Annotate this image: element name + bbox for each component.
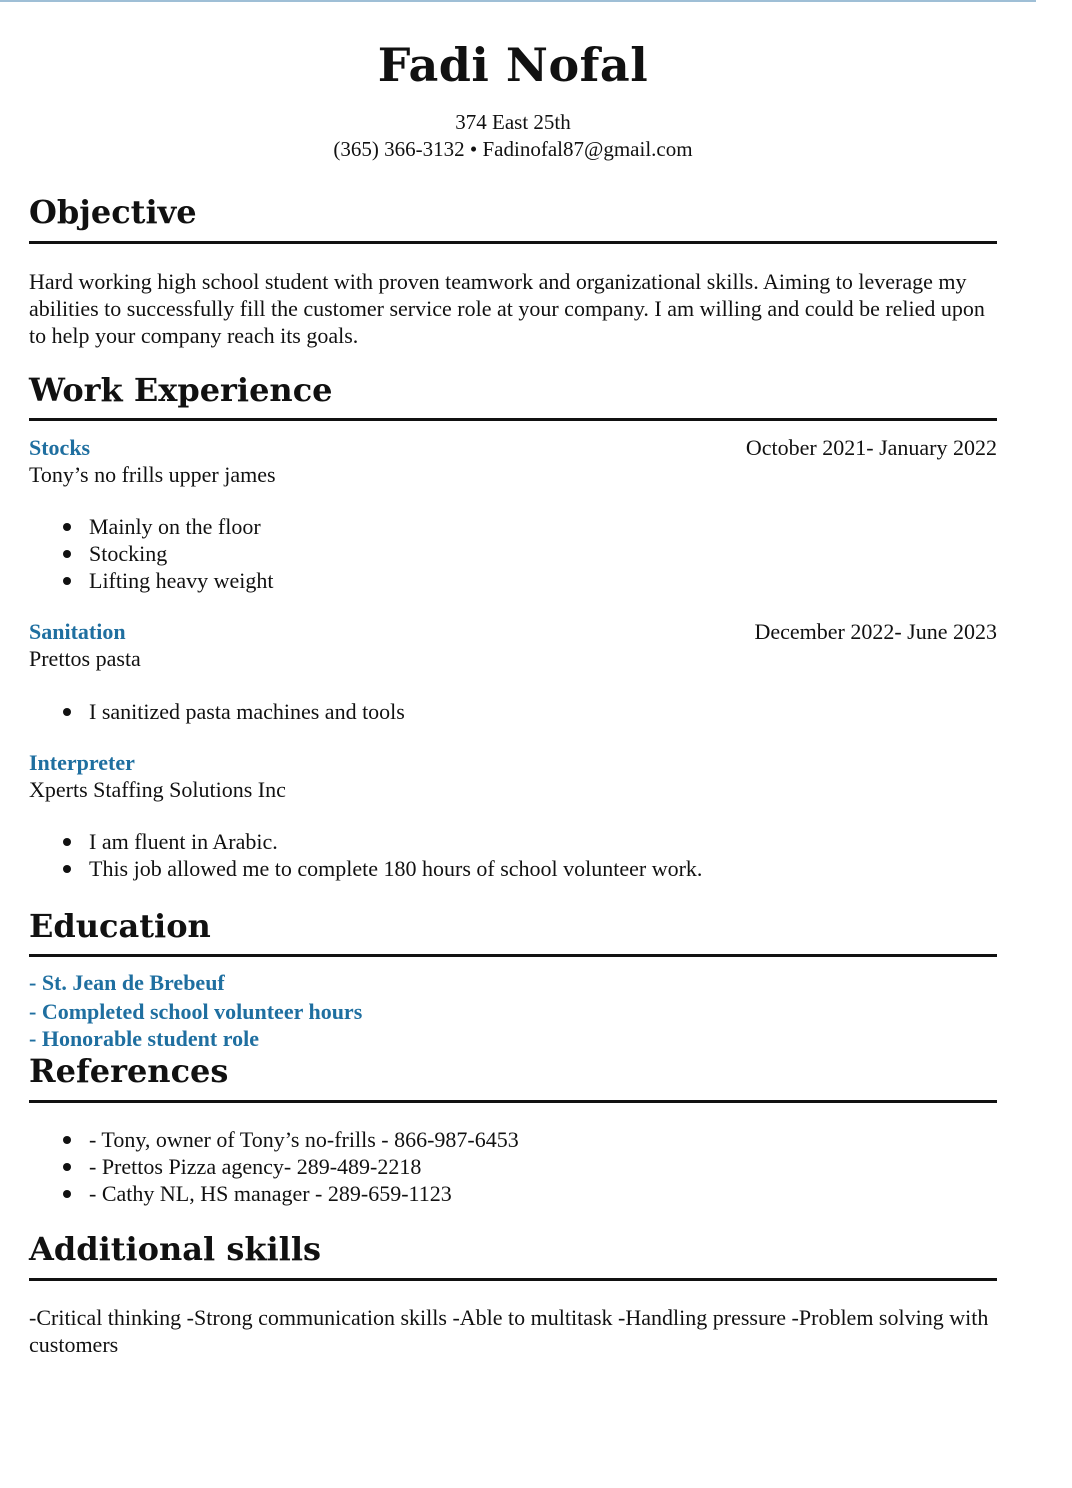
job-title-sanitation: Sanitation (29, 619, 126, 644)
references-list (29, 1126, 519, 1207)
work-experience-heading: Work Experience (29, 371, 333, 409)
job-company-interpreter: Xperts Staffing Solutions Inc (29, 777, 286, 802)
list-item: - Cathy NL, HS manager - 289-659-1123 (29, 1180, 519, 1207)
job-company-sanitation: Prettos pasta (29, 646, 141, 671)
job-title-interpreter: Interpreter (29, 750, 135, 775)
references-divider (29, 1100, 997, 1103)
additional-skills-text: -Critical thinking -Strong communication skills -Able to multitask -Handling pressure -Problem solving with customers (29, 1305, 989, 1357)
address: 374 East 25th (455, 110, 571, 134)
candidate-name: Fadi Nofal (377, 38, 649, 92)
job-bullets-interpreter (29, 828, 702, 882)
list-item: - Prettos Pizza agency- 289-489-2218 (29, 1153, 519, 1180)
contact-info: (365) 366-3132 • Fadinofal87@gmail.com (333, 137, 693, 161)
list-item: Lifting heavy weight (29, 567, 274, 594)
job-date-stocks: October 2021- January 2022 (745, 435, 997, 460)
education-heading: Education (29, 907, 211, 945)
education-divider (29, 954, 997, 957)
education-line: - Honorable student role (29, 1026, 259, 1051)
work-experience-divider (29, 418, 997, 421)
list-item: I am fluent in Arabic. (29, 828, 702, 855)
job-company-stocks: Tony’s no frills upper james (29, 462, 276, 487)
list-item: - Tony, owner of Tony’s no-frills - 866-987-6453 (29, 1126, 519, 1153)
additional-skills-divider (29, 1278, 997, 1281)
objective-text: Hard working high school student with proven teamwork and organizational skills. Aiming to leverage my abilities to successfully fill the customer service role at your company. I am willing and could be relied upon to help your company reach its goals. (29, 269, 985, 348)
list-item: I sanitized pasta machines and tools (29, 698, 405, 725)
job-bullets-stocks (29, 513, 274, 594)
education-line: - Completed school volunteer hours (29, 999, 363, 1024)
job-date-sanitation: December 2022- June 2023 (754, 619, 997, 644)
additional-skills-heading: Additional skills (29, 1230, 321, 1268)
job-bullets-sanitation (29, 698, 405, 725)
references-heading: References (29, 1052, 229, 1090)
list-item: This job allowed me to complete 180 hours of school volunteer work. (29, 855, 702, 882)
objective-divider (29, 241, 997, 244)
list-item: Stocking (29, 540, 274, 567)
list-item: Mainly on the floor (29, 513, 274, 540)
objective-heading: Objective (29, 193, 197, 231)
education-line: - St. Jean de Brebeuf (29, 970, 225, 995)
top-accent-line (0, 0, 1036, 2)
job-title-stocks: Stocks (29, 435, 91, 460)
